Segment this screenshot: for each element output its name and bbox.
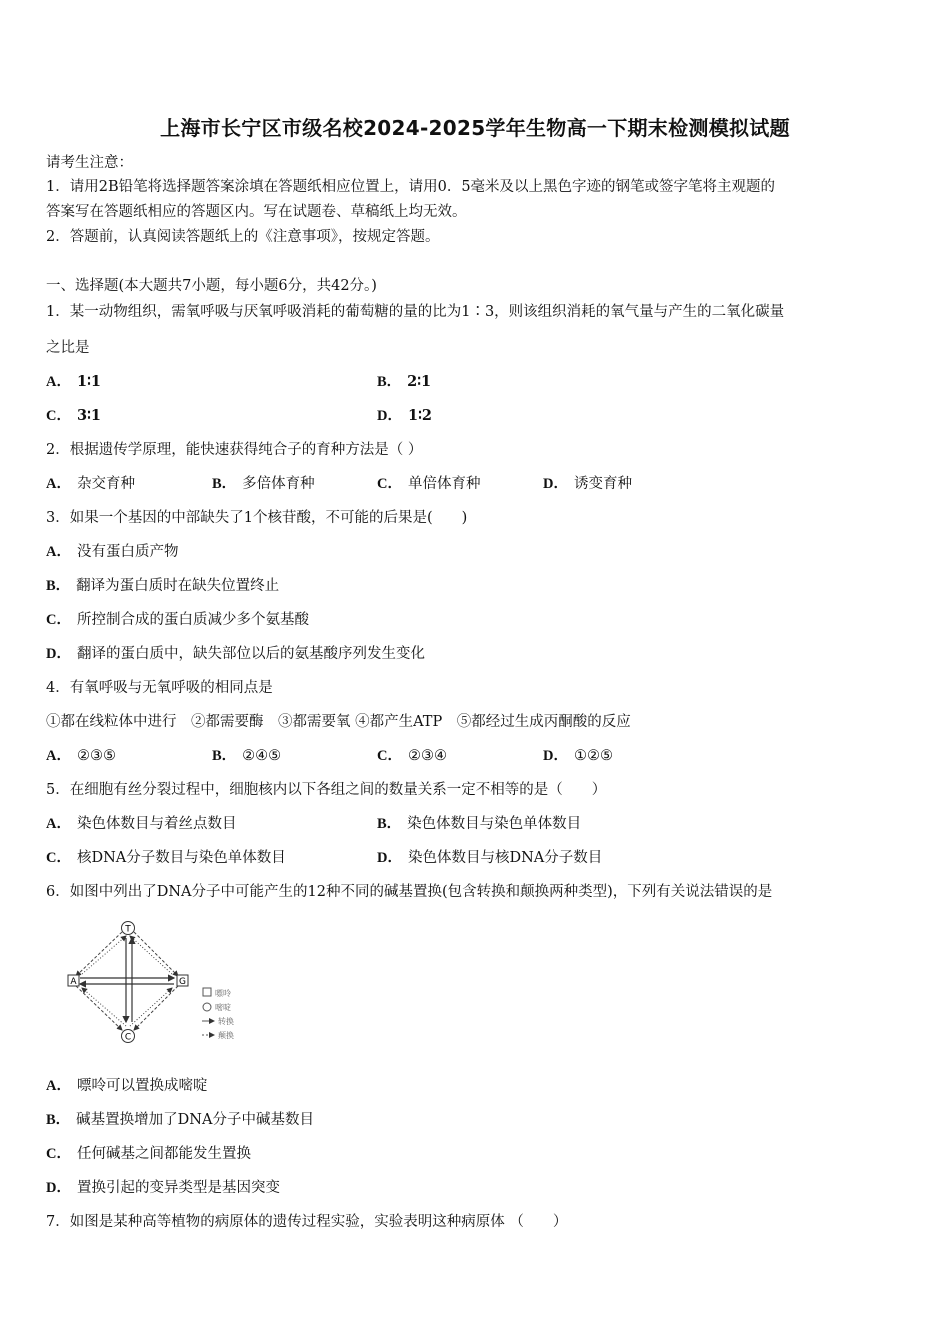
q5-option-b: [377, 814, 581, 834]
q4-items: ①都在线粒体中进行 ②都需要酶 ③都需要氧 ④都产生ATP ⑤都经过生成丙酮酸的反应: [46, 714, 631, 730]
q6-option-a: [46, 1076, 207, 1096]
option-letter: B．: [46, 1112, 71, 1128]
q1-option-b: [377, 372, 431, 392]
option-letter: D．: [377, 850, 402, 866]
option-letter: C．: [46, 408, 71, 424]
option-text: 2∶1: [407, 373, 432, 390]
notice-item-2: 2．答题前，认真阅读答题纸上的《注意事项》，按规定答题。: [46, 229, 440, 245]
q2-stem: 2．根据遗传学原理，能快速获得纯合子的育种方法是（ ）: [46, 442, 423, 458]
q2-option-c: [377, 474, 480, 494]
q2-option-a: [46, 474, 135, 494]
option-letter: D．: [543, 476, 568, 492]
option-text: 染色体数目与核DNA分子数目: [407, 850, 603, 866]
option-letter: A．: [46, 816, 71, 832]
option-letter: B．: [377, 816, 402, 832]
option-letter: C．: [377, 748, 402, 764]
option-text: 翻译为蛋白质时在缺失位置终止: [76, 578, 280, 594]
option-letter: B．: [212, 476, 237, 492]
option-text: 1∶1: [76, 373, 101, 390]
q1-option-c: [46, 406, 101, 426]
q1-stem-line-2: 之比是: [46, 340, 90, 356]
notice-heading: 请考生注意：: [46, 155, 133, 171]
option-letter: B．: [377, 374, 402, 390]
option-text: 染色体数目与着丝点数目: [76, 816, 237, 832]
option-letter: D．: [543, 748, 568, 764]
edge-c-g: [130, 988, 172, 1026]
node-a-label: A: [70, 977, 77, 987]
q4-stem: 4．有氧呼吸与无氧呼吸的相同点是: [46, 680, 273, 696]
option-letter: A．: [46, 544, 71, 560]
q6-option-b: [46, 1110, 314, 1130]
q3-option-a: [46, 542, 178, 562]
q1-stem-line-1: 1．某一动物组织，需氧呼吸与厌氧呼吸消耗的葡萄糖的量的比为1∶3，则该组织消耗的氧气量与产生的二氧化碳量: [46, 304, 785, 320]
option-text: 3∶1: [76, 407, 101, 424]
notice-item-1-line-2: 答案写在答题纸相应的答题区内。写在试题卷、草稿纸上均无效。: [46, 204, 467, 220]
legend-transversion-label: 颠换: [218, 1031, 234, 1040]
option-text: 翻译的蛋白质中，缺失部位以后的氨基酸序列发生变化: [76, 646, 425, 662]
option-text: 没有蛋白质产物: [76, 544, 179, 560]
node-t-label: T: [125, 924, 131, 935]
option-text: 染色体数目与染色单体数目: [407, 816, 582, 832]
q4-option-a: [46, 746, 116, 766]
option-text: 置换引起的变异类型是基因突变: [76, 1180, 280, 1196]
q3-option-c: [46, 610, 309, 630]
legend-pyrimidine-label: 嘧啶: [215, 1003, 231, 1012]
option-letter: B．: [212, 748, 237, 764]
legend-purine-icon: [203, 988, 211, 996]
option-letter: D．: [377, 408, 402, 424]
q2-option-d: [543, 474, 632, 494]
option-letter: C．: [46, 1146, 71, 1162]
option-text: 单倍体育种: [407, 476, 481, 492]
option-text: 1∶2: [407, 407, 432, 424]
legend-purine-label: 嘌呤: [215, 989, 231, 998]
edge-a-c: [76, 986, 122, 1030]
option-text: ①②⑤: [573, 748, 613, 764]
edge-c-a: [82, 988, 126, 1026]
option-letter: C．: [377, 476, 402, 492]
q1-option-a: [46, 372, 101, 392]
base-substitution-diagram: [60, 918, 260, 1050]
q6-stem: 6．如图中列出了DNA分子中可能产生的12种不同的碱基置换(包含转换和颠换两种类型)，下列有关说法错误的是: [46, 884, 773, 900]
option-text: 所控制合成的蛋白质减少多个氨基酸: [76, 612, 309, 628]
q4-option-c: [377, 746, 447, 766]
option-letter: D．: [46, 646, 71, 662]
edge-t-g: [134, 932, 178, 976]
node-c-label: C: [124, 1032, 132, 1043]
option-text: ②③④: [407, 748, 447, 764]
q3-option-d: [46, 644, 425, 664]
q5-option-c: [46, 848, 286, 868]
option-text: 诱变育种: [573, 476, 632, 492]
q3-option-b: [46, 576, 279, 596]
option-letter: A．: [46, 748, 71, 764]
option-text: 任何碱基之间都能发生置换: [76, 1146, 251, 1162]
q3-stem: 3．如果一个基因的中部缺失了1个核苷酸，不可能的后果是( ): [46, 510, 468, 526]
edge-g-t: [130, 936, 172, 974]
option-letter: A．: [46, 1078, 71, 1094]
q4-option-b: [212, 746, 281, 766]
q6-option-c: [46, 1144, 251, 1164]
edge-a-t: [82, 936, 126, 974]
legend-transition-label: 转换: [218, 1017, 234, 1026]
option-text: 杂交育种: [76, 476, 135, 492]
q1-option-d: [377, 406, 432, 426]
option-text: 嘌呤可以置换成嘧啶: [76, 1078, 208, 1094]
legend-pyrimidine-icon: [203, 1003, 211, 1011]
option-text: 核DNA分子数目与染色单体数目: [76, 850, 286, 866]
q2-option-b: [212, 474, 315, 494]
option-letter: C．: [46, 612, 71, 628]
option-letter: A．: [46, 476, 71, 492]
node-g-label: G: [179, 977, 186, 987]
edge-g-c: [134, 986, 178, 1030]
q5-option-a: [46, 814, 236, 834]
option-text: ②④⑤: [242, 748, 282, 764]
q6-option-d: [46, 1178, 280, 1198]
edge-t-a: [76, 932, 122, 976]
option-text: ②③⑤: [76, 748, 116, 764]
section-heading: 一、选择题(本大题共7小题，每小题6分，共42分。): [46, 278, 377, 294]
q5-option-d: [377, 848, 602, 868]
option-text: 多倍体育种: [242, 476, 315, 492]
notice-item-1-line-1: 1．请用2B铅笔将选择题答案涂填在答题纸相应位置上，请用0．5毫米及以上黑色字迹的钢笔或签字笔将主观题的: [46, 179, 776, 195]
q5-stem: 5．在细胞有丝分裂过程中，细胞核内以下各组之间的数量关系一定不相等的是（ ）: [46, 782, 607, 798]
q7-stem: 7．如图是某种高等植物的病原体的遗传过程实验，实验表明这种病原体 （ ）: [46, 1214, 568, 1230]
option-text: 碱基置换增加了DNA分子中碱基数目: [76, 1112, 314, 1128]
option-letter: A．: [46, 374, 71, 390]
option-letter: C．: [46, 850, 71, 866]
q4-option-d: [543, 746, 613, 766]
option-letter: B．: [46, 578, 71, 594]
page-title: 上海市长宁区市级名校2024-2025学年生物高一下期末检测模拟试题: [160, 116, 790, 140]
option-letter: D．: [46, 1180, 71, 1196]
